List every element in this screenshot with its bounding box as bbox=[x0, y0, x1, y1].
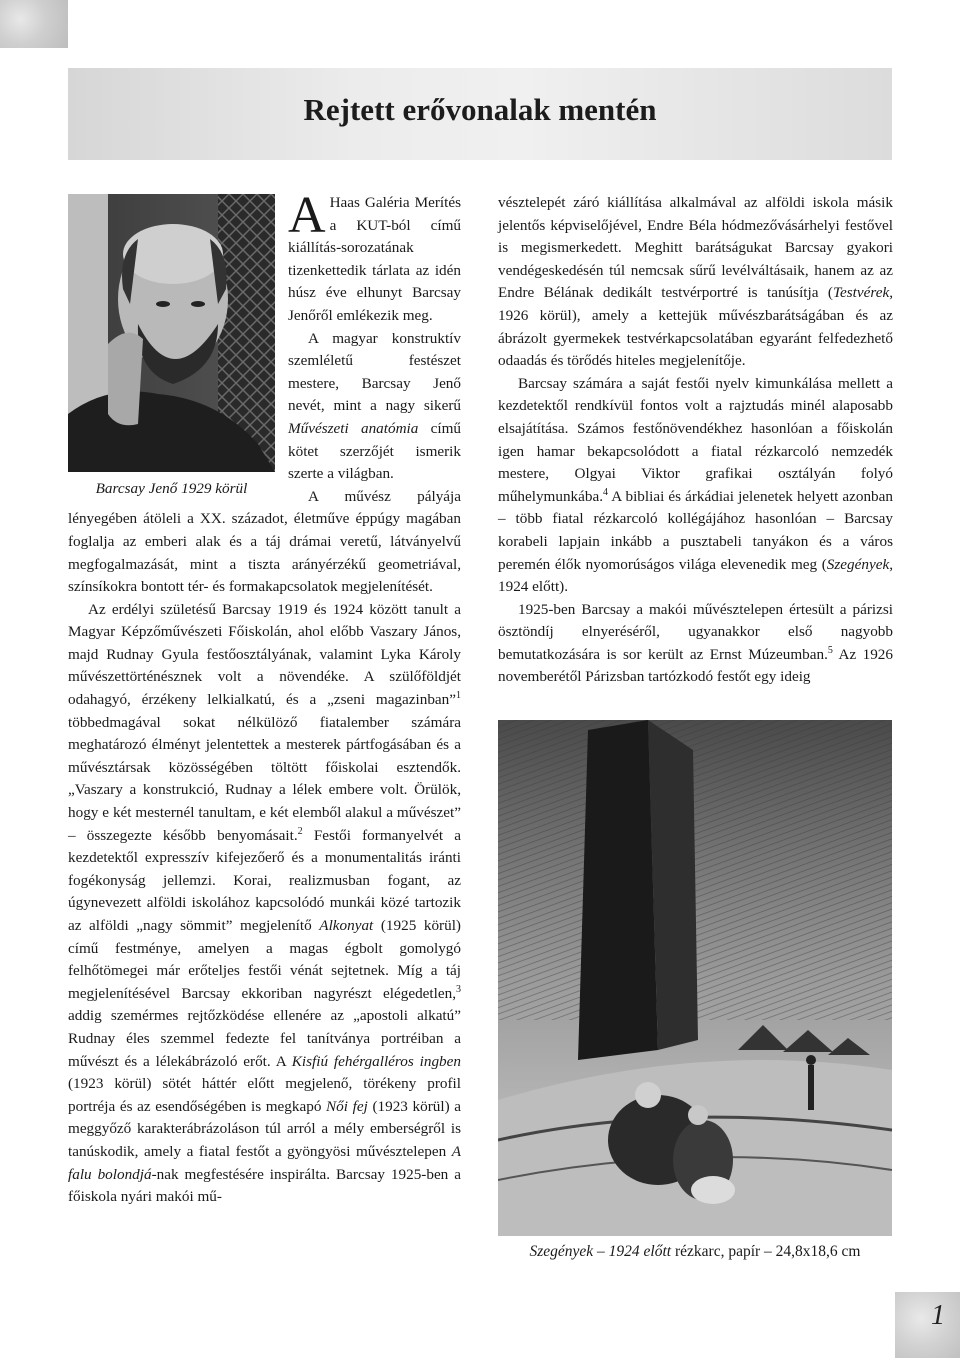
etching-image bbox=[498, 720, 892, 1236]
left-column bbox=[68, 187, 462, 1209]
paragraph: vésztelepét záró kiállítása alkalmával az alföldi iskola másik jelentős képviselőjével, Endre Béla hódmezővásárhelyi festővel is megismerkedett. Meghitt barátságukat Barcsay gyakori vendégeskedésén túl nemcsak sűrű levélváltásaik, hanem az az Endre Bélának dedikált testvérportré is tanúsítja (Testvérek, 1926 körül), amely a kettejük művészbarátságában és az ábrázolt gyermekek testvérkapcsolatában egyaránt felfedezhető odaadás és törődés hiteles megjelenítője. bbox=[498, 194, 893, 370]
paragraph: A magyar konstruktív szemléletű festészet mestere, Barcsay Jenő nevét, mint a nagy sikerű Művészeti anatómia című kötet szerzőjét ismerik szerte a világban. bbox=[288, 329, 462, 483]
right-column bbox=[498, 192, 893, 689]
portrait-caption: Barcsay Jenő 1929 körül bbox=[95, 480, 248, 497]
corner-decoration-top-left bbox=[0, 0, 68, 48]
paragraph: A művész pályája lényegében átöleli a XX. századot, életműve éppúgy magában foglalja az emberi alak és a táj drámai veretű, látványelvű megfogalmazását, mint a tiszta arányérzékű geometriával, színsíkokra bontott tér- és formakapcsolatok megjelenítését. bbox=[68, 487, 461, 596]
page-title: Rejtett erővonalak mentén bbox=[303, 92, 657, 127]
portrait-photo bbox=[68, 194, 275, 472]
etching-caption-title: Szegények – 1924 előtt bbox=[529, 1243, 672, 1260]
etching-caption-details: rézkarc, papír – 24,8x18,6 cm bbox=[671, 1243, 861, 1260]
paragraph: Az erdélyi születésű Barcsay 1919 és 1924 között tanult a Magyar Képzőművészeti Főiskolán, ahol előbb Vaszary János, majd Rudnay Gyula festőosztályának, valamint Lyka Károly művészettörténésznek volt a növendéke. A szülőföldjét odahagyó, érzékeny lelkialkatú, és a „zseni magazinban”$^1$ többedmagával sokat nélkülöző fiatalember számára meghatározó élményt jelentettek a mesterek pártfogásában és a művésztársak közösségében töltött főiskolai esztendők. „Vaszary a konstrukció, Rudnay a lélek embere volt. Örülök, hogy e két mesternél tanultam, e két elemből alakul a művészet” – összegezte később benyomásait.$^2$ Festői formanyelvét a kezdetektől expresszív kifejezőerő és a monumentalitás iránti fogékonyság jellemzi. Korai, realizmusban fogant, az úgynevezett alföldi iskolához kapcsolódó munkái közé tartozik az alföldi „nagy sömmit” megjelenítő Alkonyat (1925 körül) című festménye, amelyen a magas égbolt gomolygó felhőtömegei már erőteljes festői vénát sejtetnek. Míg a táj megjelenítésével Barcsay ekkoriban nagyrészt elégedetlen,$^3$ addig szemérmes rejtőzködése ellenére az „apostoli alkatú” Rudnay éles szemmel fedezte fel tanítványa portréiban a művészt és a lélekábrázoló erőt. A Kisfiú fehérgalléros ingben (1923 körül) sötét háttér előtt megjelenő, törékeny profil portréja és az esendőségében is megkapó Női fej (1923 körül) a meggyőző karakterábrázoláson túl arról a mély emberségről is tanúskodik, amely a fiatal festőt a gyöngyösi művésztelepen A falu bolondjá-nak megfestésére inspirálta. Barcsay 1925-ben a főiskola nyári makói mű- bbox=[68, 600, 462, 1206]
paragraph: A Haas Galéria Merítés a KUT-ból című kiállítás-sorozatának tizenkettedik tárlata az idén húsz éve elhunyt Barcsay Jenőről emlékezik meg. bbox=[288, 187, 461, 324]
paragraph: 1925-ben Barcsay a makói művésztelepen értesült a párizsi ösztöndíj elnyeréséről, ugyanakkor első nagyobb bemutatkozására is sor került az Ernst Múzeumban.$^5$ Az 1926 novemberétől Párizsban tartózkodó festőt egy ideig bbox=[498, 600, 893, 686]
etching-caption bbox=[498, 1243, 892, 1261]
drop-cap: A bbox=[288, 187, 326, 244]
page-number: 1 bbox=[931, 1300, 945, 1331]
portrait-figure bbox=[68, 194, 275, 501]
paragraph: Barcsay számára a saját festői nyelv kimunkálása mellett a kezdetektől rendkívül fontos volt a rajztudás minél alaposabb elsajátítása. Számos festőnövendékhez hasonlóan a főiskolán igen hamar bekapcsolódott a fiatal rézkarcoló nemzedék mestere, Olgyai Viktor grafikai osztályán folyó műhelymunkába.$^4$ A bibliai és árkádiai jelenetek helyett azonban – több fiatal rézkarcoló kollégájához hasonlóan – Barcsay korabeli lapjain inkább a pusztabeli tanyákon és a város peremén élők nyomorúságos világa elevenedik meg (Szegények, 1924 előtt). bbox=[498, 374, 893, 596]
